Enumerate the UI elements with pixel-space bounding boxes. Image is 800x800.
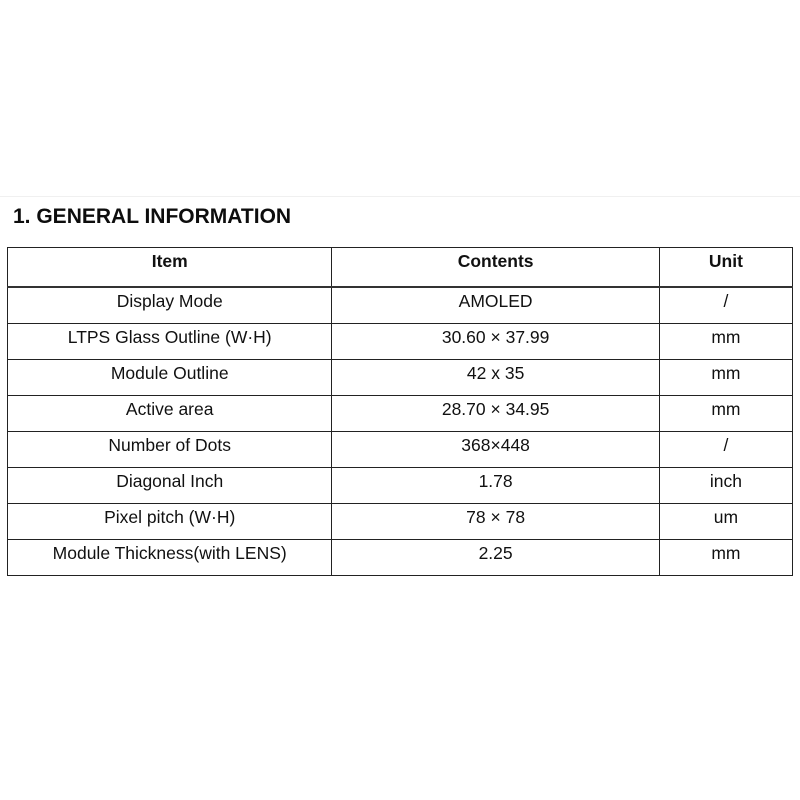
cell-unit: /: [659, 432, 792, 468]
header-unit: Unit: [659, 248, 792, 288]
cell-contents: 28.70 × 34.95: [332, 396, 659, 432]
table-row-display-mode: [8, 287, 793, 324]
cell-item: Module Outline: [8, 360, 332, 396]
cell-unit: mm: [659, 396, 792, 432]
cell-item: Active area: [8, 396, 332, 432]
section-title: 1. GENERAL INFORMATION: [13, 205, 292, 228]
table-row-module-thickness: [8, 540, 793, 576]
cell-unit: inch: [659, 468, 792, 504]
cell-item: Diagonal Inch: [8, 468, 332, 504]
cell-unit: /: [659, 287, 792, 324]
table-row-module-outline: [8, 360, 793, 396]
cell-unit: mm: [659, 324, 792, 360]
cell-unit: mm: [659, 360, 792, 396]
cell-contents: 30.60 × 37.99: [332, 324, 659, 360]
cell-contents: 2.25: [332, 540, 659, 576]
cell-unit: um: [659, 504, 792, 540]
top-divider: [0, 196, 800, 197]
table-row-diagonal-inch: [8, 468, 793, 504]
cell-item: Module Thickness(with LENS): [8, 540, 332, 576]
cell-contents: 42 x 35: [332, 360, 659, 396]
cell-item: LTPS Glass Outline (W·H): [8, 324, 332, 360]
cell-item: Display Mode: [8, 287, 332, 324]
cell-contents: 78 × 78: [332, 504, 659, 540]
table-row-ltps-glass-outline: [8, 324, 793, 360]
table-header-row: [8, 248, 793, 288]
table-row-active-area: [8, 396, 793, 432]
cell-unit: mm: [659, 540, 792, 576]
cell-item: Pixel pitch (W·H): [8, 504, 332, 540]
cell-contents: 368×448: [332, 432, 659, 468]
general-information-table: [7, 247, 793, 576]
table-row-number-of-dots: [8, 432, 793, 468]
header-contents: Contents: [332, 248, 659, 288]
cell-item: Number of Dots: [8, 432, 332, 468]
cell-contents: 1.78: [332, 468, 659, 504]
cell-contents: AMOLED: [332, 287, 659, 324]
table-row-pixel-pitch: [8, 504, 793, 540]
header-item: Item: [8, 248, 332, 288]
